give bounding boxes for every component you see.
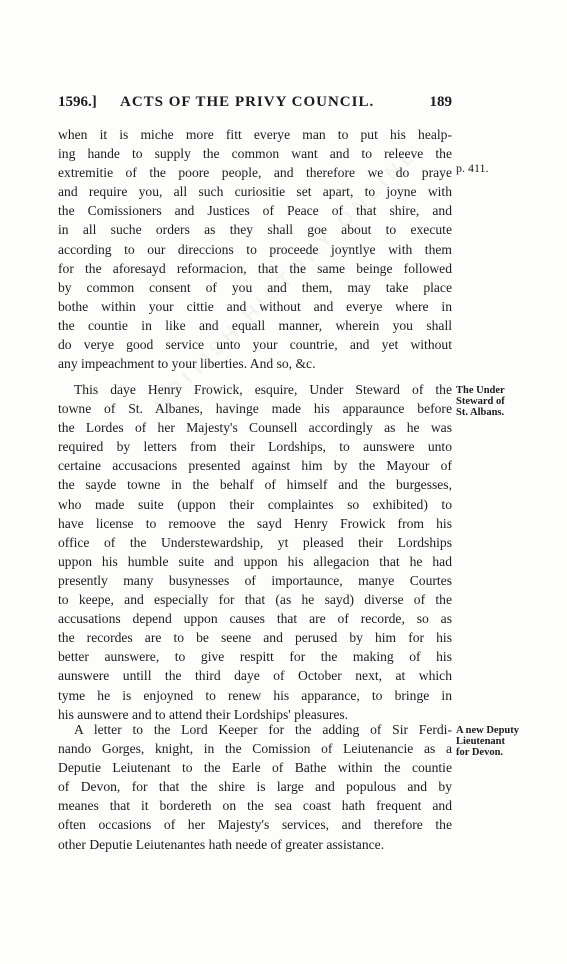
margin-note-line: Lieutenant (456, 736, 506, 747)
text-line: required by letters from their Lordships, to aunswere unto (58, 439, 452, 455)
text-line: extremitie of the poore people, and therefore we do praye (58, 165, 452, 181)
text-line: have license to remoove the sayd Henry Frowick from his (58, 515, 452, 531)
text-line: when it is miche more fitt everye man to put his healp- (58, 127, 452, 142)
text-line: the countie in like and equall manner, wherein you shall (58, 317, 452, 333)
text-line: accusations depend uppon causes that are of recorde, so as (58, 611, 452, 627)
paragraph-1 (58, 125, 452, 373)
text-line: do verye good service unto your countrie, and yet without (58, 337, 452, 353)
text-line: This daye Henry Frowick, esquire, Under Steward of the (74, 382, 452, 397)
text-line: his aunswere and to attend their Lordships' pleasures. (58, 706, 349, 722)
text-line: tyme he is enjoyned to renew his apparance, to bringe in (58, 687, 452, 703)
page-number: 189 (429, 94, 452, 110)
margin-note-line: for Devon. (456, 747, 504, 758)
text-line: bothe within your cittie and without and everye where in (58, 298, 452, 314)
margin-page-ref (456, 163, 556, 174)
text-line: the Comissioners and Justices of Peace of that shire, and (58, 203, 452, 219)
text-line: other Deputie Leiutenantes hath neede of greater assistance. (58, 836, 385, 852)
text-line: Deputie Leiutenant to the Earle of Bathe within the countie (58, 760, 452, 776)
margin-note-under-steward (456, 385, 556, 418)
text-line: and require you, all such curiositie set apart, to joyne with (58, 184, 452, 200)
text-line: certaine accusacions presented against him by the Mayour of (58, 458, 452, 474)
running-head (58, 94, 452, 114)
text-line: of Devon, for that the shire is large and populous and by (58, 779, 452, 795)
header-title: ACTS OF THE PRIVY COUNCIL. (120, 94, 375, 110)
margin-note-line: The Under (456, 385, 505, 396)
text-line: office of the Understewardship, yt pleased their Lordships (58, 534, 452, 550)
text-line: who made suite (uppon their complaintes so exhibited) to (58, 496, 452, 512)
text-line: better aunswere, to give respitt for the making of his (58, 649, 452, 665)
text-line: A letter to the Lord Keeper for the adding of Sir Ferdi- (74, 722, 452, 737)
paragraph-2 (58, 380, 452, 724)
paragraph-3 (58, 720, 452, 854)
text-line: towne of St. Albanes, havinge made his apparaunce before (58, 401, 452, 417)
page-ref-label: p. 411. (456, 161, 489, 175)
text-line: aunswere untill the third daye of October next, at which (58, 668, 452, 684)
text-line: often occasions of her Majesty's services, and therefore the (58, 817, 452, 833)
header-year: 1596.] (58, 94, 97, 110)
margin-note-line: St. Albans. (456, 407, 505, 418)
text-line: the Lordes of her Majesty's Counsell accordingly as he was (58, 420, 452, 436)
text-line: presently many busynesses of importaunce, manye Courtes (58, 572, 452, 588)
text-line: according to our direccions to proceede joyntlye with them (58, 241, 452, 257)
text-line: in all suche orders as they shall goe about to execute (58, 222, 452, 238)
margin-note-line: Steward of (456, 396, 505, 407)
text-line: uppon his humble suite and uppon his allegacion that he had (58, 553, 452, 569)
margin-note-deputy-lieutenant (456, 725, 556, 758)
text-line: meanes that it bordereth on the sea coast hath frequent and (58, 798, 452, 814)
text-line: by common consent of you and them, may take place (58, 279, 452, 295)
text-line: to keepe, and especially for that (as he sayd) diverse of the (58, 592, 452, 608)
text-line: the recordes are to be seene and perused by him for his (58, 630, 452, 646)
text-line: any impeachment to your liberties. And so, &c. (58, 356, 316, 372)
text-line: for the aforesayd reformacion, that the same beinge followed (58, 260, 452, 276)
margin-note-line: A new Deputy (456, 725, 520, 736)
text-line: nando Gorges, knight, in the Comission of Leiutenancie as a (58, 741, 452, 757)
text-line: the sayde towne in the behalf of himself and the burgesses, (58, 477, 452, 493)
text-line: ing hande to supply the common want and to releeve the (58, 146, 452, 162)
